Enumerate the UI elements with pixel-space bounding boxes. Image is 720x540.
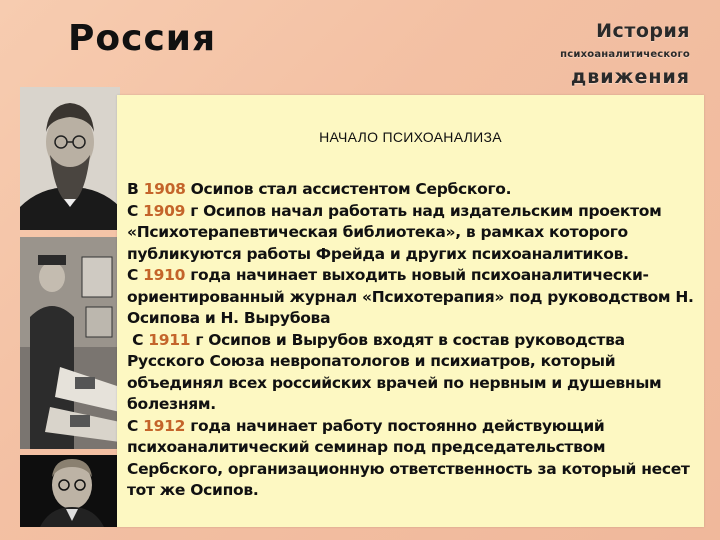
portrait-serbsky (20, 87, 120, 230)
paragraph-1908: В 1908 Осипов стал ассистентом Сербского. (127, 180, 512, 198)
brand-line-1: История (596, 20, 690, 42)
photo-osipov-room (20, 237, 120, 449)
brand-line-2: психоаналитического (560, 49, 690, 60)
paragraph-1910: С 1910 года начинает выходить новый психоаналитически-ориентированный журнал «Психотерапия» под руководством Н. Осипова и Н. Вырубова (127, 266, 694, 327)
year-1908: 1908 (143, 180, 186, 198)
year-1912: 1912 (143, 416, 186, 435)
year-1911: 1911 (148, 330, 191, 349)
paragraph-1909: С 1909 г Осипов начал работать над издательским проектом «Психотерапевтическая библиотека», в рамках которого публикуются работы Фрейда и других психоаналитиков. (127, 201, 662, 263)
history-text (127, 179, 702, 502)
panel-heading: НАЧАЛО ПСИХОАНАЛИЗА (319, 129, 502, 145)
content-panel (117, 95, 704, 527)
paragraph-1912: С 1912 года начинает работу постоянно действующий психоаналитический семинар под председательством Сербского, организационную ответственность за который несет тот же Осипов. (127, 416, 690, 499)
slide-title: Россия (68, 18, 217, 59)
paragraph-1911: С 1911 г Осипов и Вырубов входят в состав руководства Русского Союза невропатологов и психиатров, который объединял всех российских врачей по нервным и душевным болезням. (127, 330, 662, 413)
portrait-vyrubov (20, 455, 120, 527)
year-1909: 1909 (143, 201, 186, 220)
year-1910: 1910 (143, 266, 186, 284)
brand-line-3: движения (570, 66, 690, 88)
brand-block (560, 20, 690, 88)
